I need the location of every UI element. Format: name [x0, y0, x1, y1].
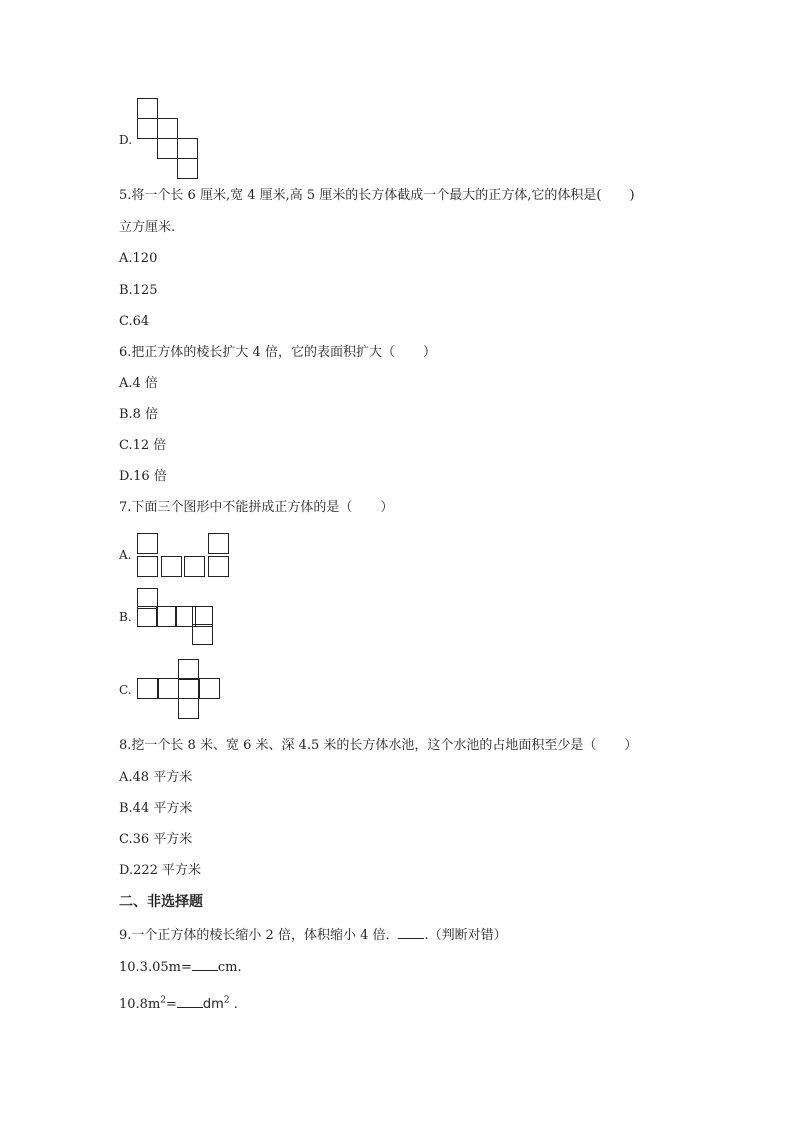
- q6-stem: 6.把正方体的棱长扩大 4 倍，它的表面积扩大（ ）: [119, 345, 436, 360]
- q5-option-c[interactable]: C.64: [119, 314, 150, 329]
- q10b-stem: $10.8m^2= dm^2$ .: [119, 995, 238, 1012]
- q8-option-b[interactable]: B.44 平方米: [119, 801, 193, 816]
- q8-option-d[interactable]: D.222 平方米: [119, 863, 202, 878]
- q6-option-d[interactable]: D.16 倍: [119, 469, 167, 484]
- q5-option-a[interactable]: A.120: [119, 251, 158, 266]
- q9-answer-blank[interactable]: [398, 926, 424, 939]
- q10a-answer-blank[interactable]: [192, 958, 218, 971]
- q6-option-c[interactable]: C.12 倍: [119, 438, 167, 453]
- q9-stem: 9.一个正方体的棱长缩小 2 倍，体积缩小 4 倍． .（判断对错）: [119, 928, 507, 943]
- q8-option-c[interactable]: C.36 平方米: [119, 832, 193, 847]
- q10b-answer-blank[interactable]: [177, 995, 203, 1008]
- q6-option-b[interactable]: B.8 倍: [119, 407, 159, 422]
- q5-stem-line2: 立方厘米.: [119, 220, 176, 235]
- q4-option-d-label: D.: [119, 133, 133, 147]
- q10a-stem: 10.3.05m= cm.: [119, 960, 242, 975]
- q7-stem: 7.下面三个图形中不能拼成正方体的是（ ）: [119, 500, 394, 515]
- q8-option-a[interactable]: A.48 平方米: [119, 770, 193, 785]
- q5-stem: 5.将一个长 6 厘米,宽 4 厘米,高 5 厘米的长方体截成一个最大的正方体,它的体积是( ): [119, 188, 635, 203]
- q7-option-c-label[interactable]: C.: [119, 683, 132, 697]
- q5-option-b[interactable]: B.125: [119, 283, 158, 298]
- section-title: 二、非选择题: [119, 894, 203, 910]
- q7-option-b-label[interactable]: B.: [119, 610, 132, 624]
- q7-option-a-label[interactable]: A.: [119, 548, 132, 562]
- q6-option-a[interactable]: A.4 倍: [119, 376, 158, 391]
- q8-stem: 8.挖一个长 8 米、宽 6 米、深 4.5 米的长方体水池，这个水池的占地面积至少是（ ）: [119, 738, 638, 753]
